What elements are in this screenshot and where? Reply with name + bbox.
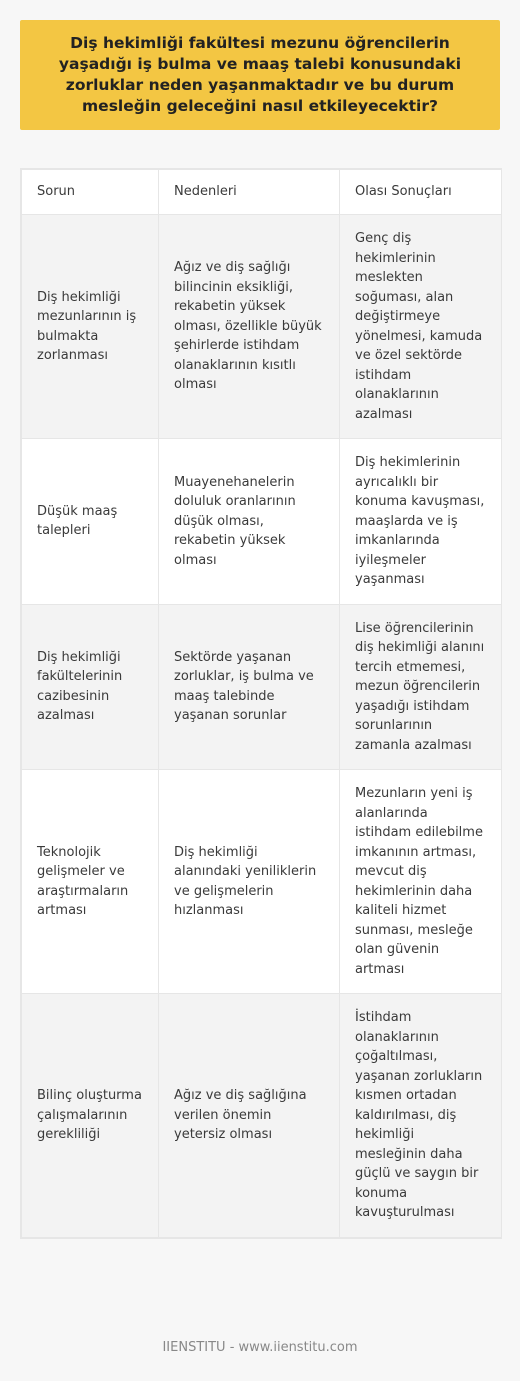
table-header-row [22,170,502,215]
cell-problem: Diş hekimliği mezunlarının iş bulmakta zorlanması [22,215,159,439]
table-row [22,215,502,439]
header-outcomes: Olası Sonuçları [340,170,502,215]
header-problem: Sorun [22,170,159,215]
cell-problem: Teknolojik gelişmeler ve araştırmaların artması [22,770,159,994]
table-row [22,439,502,605]
header-reasons: Nedenleri [159,170,340,215]
page-title: Diş hekimliği fakültesi mezunu öğrencilerin yaşadığı iş bulma ve maaş talebi konusundaki zorluklar neden yaşanmaktadır ve bu durum mesleğin geleceğini nasıl etkileyecektir? [58,34,462,115]
cell-problem: Düşük maaş talepleri [22,439,159,605]
footer-credit: IIENSTITU - www.iienstitu.com [162,1340,358,1355]
cell-reasons: Muayenehanelerin doluluk oranlarının düşük olması, rekabetin yüksek olması [159,439,340,605]
cell-outcomes: Mezunların yeni iş alanlarında istihdam edilebilme imkanının artması, mevcut diş hekimlerinin daha kaliteli hizmet sunması, mesleğe olan güvenin artması [340,770,502,994]
title-banner [20,20,500,130]
cell-outcomes: İstihdam olanaklarının çoğaltılması, yaşanan zorlukların kısmen ortadan kaldırılması, diş hekimliği mesleğinin daha güçlü ve saygın bir konuma kavuşturulması [340,994,502,1238]
cell-reasons: Diş hekimliği alanındaki yeniliklerin ve gelişmelerin hızlanması [159,770,340,994]
cell-reasons: Sektörde yaşanan zorluklar, iş bulma ve maaş talebinde yaşanan sorunlar [159,604,340,770]
comparison-table [20,168,502,1239]
table-row [22,770,502,994]
cell-outcomes: Lise öğrencilerinin diş hekimliği alanını tercih etmemesi, mezun öğrencilerin yaşadığı istihdam sorunlarının zamanla azalması [340,604,502,770]
cell-problem: Bilinç oluşturma çalışmalarının gerekliliği [22,994,159,1238]
table-row [22,604,502,770]
cell-problem: Diş hekimliği fakültelerinin cazibesinin azalması [22,604,159,770]
cell-reasons: Ağız ve diş sağlığına verilen önemin yetersiz olması [159,994,340,1238]
cell-reasons: Ağız ve diş sağlığı bilincinin eksikliği, rekabetin yüksek olması, özellikle büyük şehirlerde istihdam olanaklarının kısıtlı olması [159,215,340,439]
cell-outcomes: Genç diş hekimlerinin meslekten soğuması, alan değiştirmeye yönelmesi, kamuda ve özel sektörde istihdam olanaklarının azalması [340,215,502,439]
table-row [22,994,502,1238]
cell-outcomes: Diş hekimlerinin ayrıcalıklı bir konuma kavuşması, maaşlarda ve iş imkanlarında iyileşmeler yaşanması [340,439,502,605]
